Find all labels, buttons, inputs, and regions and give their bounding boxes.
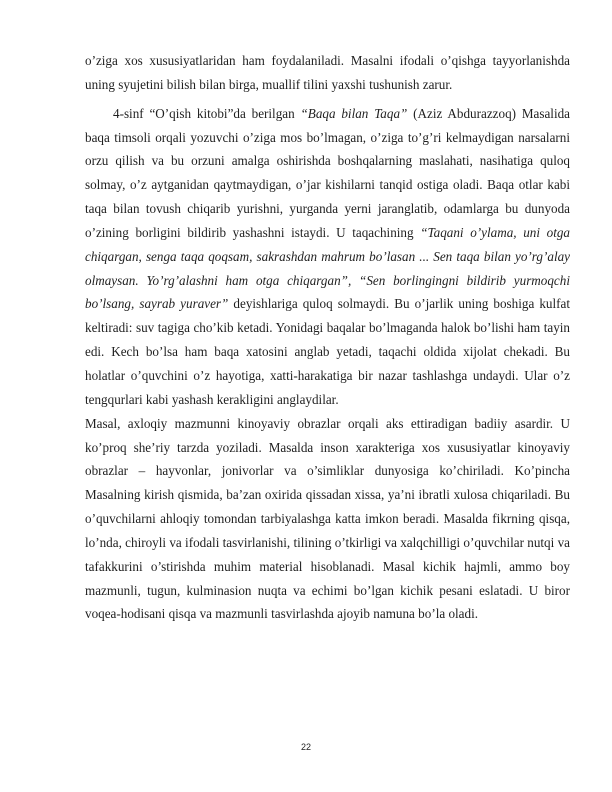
paragraph-2 xyxy=(85,102,570,412)
paragraph-2-body: (Aziz Abdurazzoq) Masalida baqa timsoli orqali yozuvchi o’ziga mos bo’lmagan, o’ziga to’g’ri kelmaydigan narsalarni orzu qilish va bu orzuni amalga oshirishda boshqalarning maslahati, nasihatiga quloq solmay, o’z aytganidan qaytmaydigan, o’jar kishilarni tanqid ostiga oladi. Baqa otlar kabi taqa bilan tovush chiqarib yurishni, yurganda yerni jaranglatib, odamlarga bu dunyoda o’zining borligini bildirib yashashni istaydi. U taqachining xyxy=(85,105,571,240)
fable-title: “Baqa bilan Taqa” xyxy=(300,105,408,121)
blacksmith-quote: “Taqani o’ylama, uni otga chiqargan, senga taqa qoqsam, sakrashdan mahrum bo’lasan ... Sen taqa bilan yo’rg’alay olmaysan. Yo’rg’alashni ham otga chiqargan”, “Sen borlingingni bildirib yurmoqchi bo’lsang, sayrab yuraver” xyxy=(85,224,570,312)
paragraph-2-lead: 4-sinf “O’qish kitobi”da berilgan xyxy=(113,105,301,121)
paragraph-2-rest: deyishlariga quloq solmaydi. Bu o’jarlik uning boshiga kulfat keltiradi: suv tagiga cho’kib ketadi. Yonidagi baqalar bo’lmaganda halok bo’lishi ham tayin edi. Kech bo’lsa ham baqa xatosini anglab yetadi, taqachi oldida xijolat chekadi. Bu holatlar o’quvchini o’z hayotiga, xatti-harakatiga bir nazar tashlashga undaydi. Ular o’z tengqurlari kabi yashash kerakligini anglaydilar. xyxy=(85,296,570,407)
paragraph-1: o’ziga xos xususiyatlaridan ham foydalaniladi. Masalni ifodali o’qishga tayyorlanishda uning syujetini bilish bilan birga, muallif tilini yaxshi tushunish zarur. xyxy=(85,53,570,92)
body-text xyxy=(85,49,570,626)
page-number: 22 xyxy=(300,742,311,752)
paragraph-3: Masal, axloqiy mazmunni kinoyaviy obrazlar orqali aks ettiradigan badiiy asardir. U ko’proq she’riy tarzda yoziladi. Masalda inson xarakteriga xos xususiyatlar kinoyaviy obrazlar – hayvonlar, jonivorlar va o’simliklar dunyosiga ko’chiriladi. Ko’pincha Masalning kirish qismida, ba’zan oxirida qissadan xissa, ya’ni ibratli xulosa chiqariladi. Bu o’quvchilarni ahloqiy tomondan tarbiyalashga katta imkon beradi. Masalda fikrning qisqa, lo’nda, chiroyli va ifodali tasvirlanishi, tilining o’tkirligi va xalqchilligi o’quvchilar nutqi va tafakkurini o’stirishda muhim material hisoblanadi. Masal kichik hajmli, ammo boy mazmunli, tugun, kulminasion nuqta va echimi bo’lgan kichik pesani eslatadi. U biror voqea-hodisani qisqa va mazmunli tasvirlashda ajoyib namuna bo’la oladi. xyxy=(85,415,570,622)
